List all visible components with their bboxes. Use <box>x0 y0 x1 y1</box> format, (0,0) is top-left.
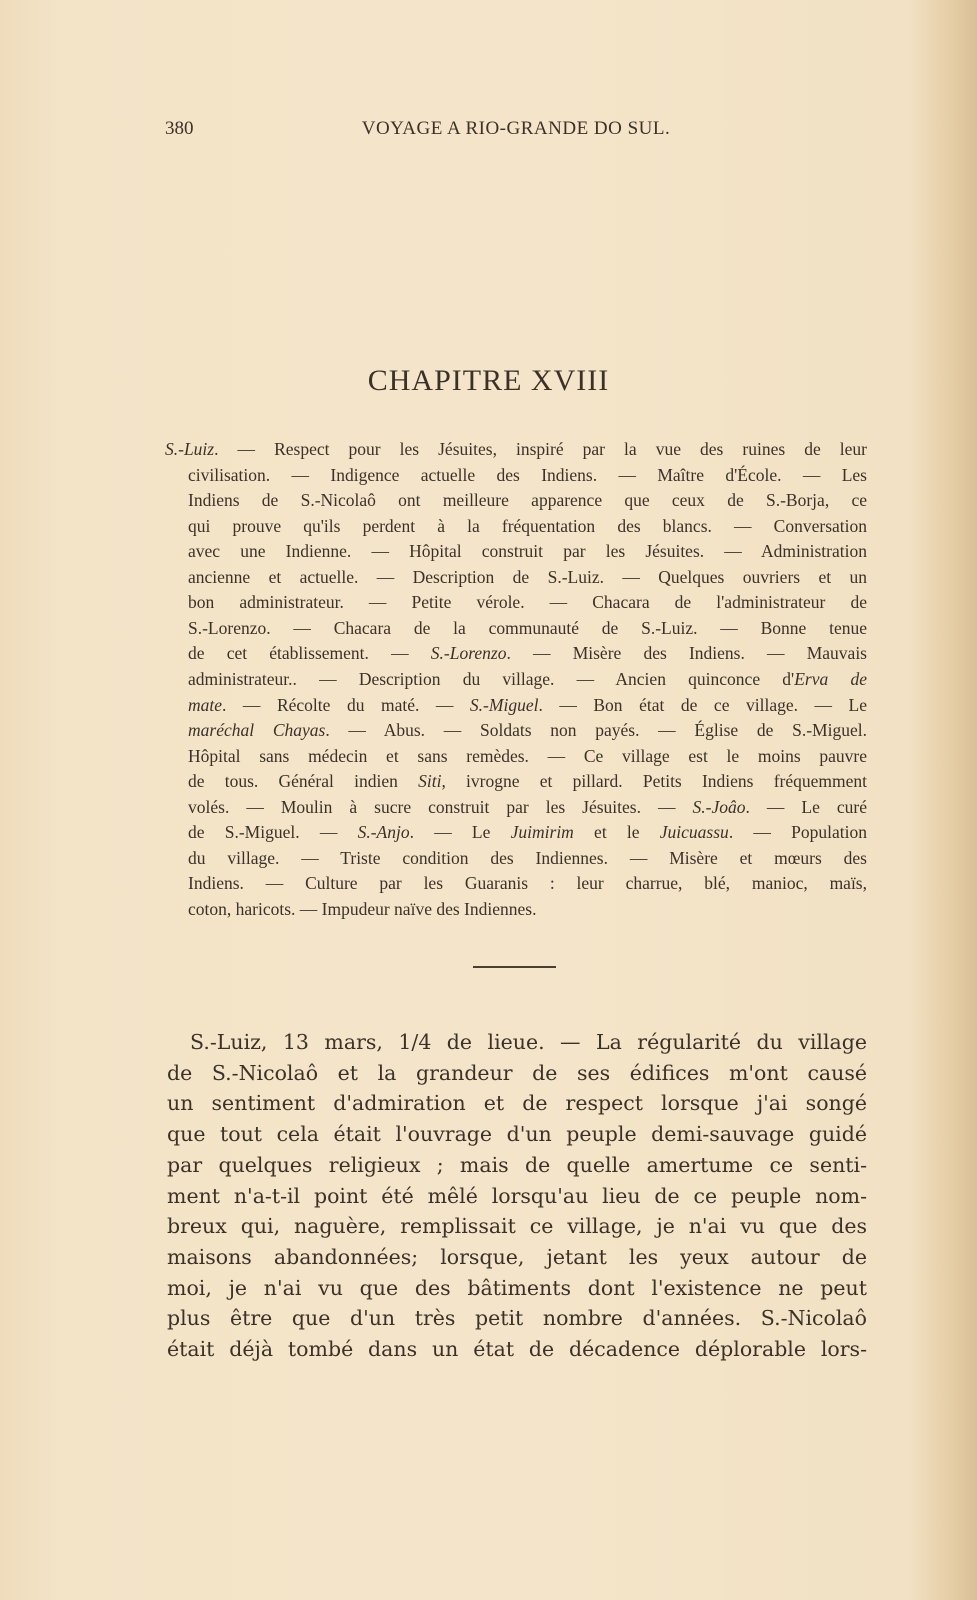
text-segment: . — Abus. — Soldats non payés. — Église de S.-Miguel. <box>325 720 867 741</box>
summary-line <box>188 590 867 614</box>
summary-line <box>188 539 867 563</box>
body-line <box>190 1027 867 1057</box>
summary-line <box>188 846 867 870</box>
summary-line <box>188 693 867 717</box>
summary-line <box>188 871 867 895</box>
body-line <box>167 1058 867 1088</box>
text-segment: par quelques religieux ; mais de quelle amertume ce senti- <box>167 1152 867 1177</box>
italic-text: S.-Lorenzo <box>430 643 507 664</box>
section-divider <box>473 966 556 968</box>
summary-line <box>188 616 867 640</box>
italic-text: S.-Miguel <box>469 694 539 715</box>
text-segment: et le <box>573 822 660 843</box>
text-segment: S.-Lorenzo. — Chacara de la communauté de S.-Luiz. — Bonne tenue <box>188 617 867 638</box>
italic-text: Juicuassu <box>659 822 729 843</box>
summary-line <box>188 488 867 512</box>
text-segment: civilisation. — Indigence actuelle des Indiens. — Maître d'École. — Les <box>188 464 867 485</box>
summary-line <box>165 437 867 461</box>
text-segment: un sentiment d'admiration et de respect lorsque j'ai songé <box>167 1091 867 1116</box>
text-segment: volés. — Moulin à sucre construit par les Jésuites. — <box>188 796 693 817</box>
text-segment: qui prouve qu'ils perdent à la fréquentation des blancs. — Conversation <box>188 515 867 536</box>
italic-text: Siti <box>418 771 442 792</box>
text-segment: maisons abandonnées; lorsque, jetant les yeux autour de <box>167 1244 867 1269</box>
text-segment: ment n'a-t-il point été mêlé lorsqu'au lieu de ce peuple nom- <box>167 1183 867 1208</box>
italic-text: Juimirim <box>510 822 574 843</box>
italic-text: Erva de <box>794 668 867 689</box>
text-segment: moi, je n'ai vu que des bâtiments dont l'existence ne peut <box>167 1275 867 1300</box>
body-line <box>167 1303 867 1333</box>
text-segment: plus être que d'un très petit nombre d'années. S.-Nicolaô <box>167 1306 867 1331</box>
text-segment: . — Misère des Indiens. — Mauvais <box>506 643 867 664</box>
text-segment: bon administrateur. — Petite vérole. — Chacara de l'administrateur de <box>188 592 867 613</box>
italic-text: maréchal Chayas <box>188 720 326 741</box>
running-title: VOYAGE A RIO-GRANDE DO SUL. <box>361 118 671 139</box>
summary-line <box>188 641 867 665</box>
page-number: 380 <box>165 118 194 139</box>
italic-text: S.-Luiz <box>165 439 215 459</box>
text-segment: ancienne et actuelle. — Description de S.-Luiz. — Quelques ouvriers et un <box>188 566 867 587</box>
text-segment: , ivrogne et pillard. Petits Indiens fréquemment <box>441 771 868 792</box>
text-segment: S.-Luiz, 13 mars, 1/4 de lieue. — La régularité du village <box>190 1030 867 1054</box>
text-segment: . — Bon état de ce village. — Le <box>538 694 867 715</box>
text-segment: que tout cela était l'ouvrage d'un peuple demi-sauvage guidé <box>167 1122 867 1147</box>
summary-line <box>188 514 867 538</box>
summary-line <box>188 463 867 487</box>
italic-text: S.-Joâo <box>692 796 746 817</box>
summary-line <box>188 769 867 793</box>
text-segment: . — Population <box>728 822 867 843</box>
text-segment: . — Récolte du maté. — <box>222 694 470 715</box>
text-segment: administrateur.. — Description du village. — Ancien quinconce d' <box>188 668 795 689</box>
text-segment: . — Respect pour les Jésuites, inspiré par la vue des ruines de leur <box>214 439 867 459</box>
summary-line <box>188 795 867 819</box>
body-line <box>167 1334 867 1364</box>
text-segment: Hôpital sans médecin et sans remèdes. — Ce village est le moins pauvre <box>188 745 867 766</box>
text-segment: coton, haricots. — Impudeur naïve des Indiennes. <box>188 898 537 919</box>
italic-text: mate <box>188 694 223 715</box>
text-segment: de cet établissement. — <box>188 643 431 664</box>
summary-line <box>188 820 867 844</box>
text-segment: . — Le curé <box>745 796 867 817</box>
text-segment: de S.-Miguel. — <box>188 822 358 843</box>
body-line <box>167 1088 867 1118</box>
summary-line <box>188 565 867 589</box>
text-segment: breux qui, naguère, remplissait ce village, je n'ai vu que des <box>167 1214 867 1239</box>
text-segment: de tous. Général indien <box>188 771 419 792</box>
text-segment: de S.-Nicolaô et la grandeur de ses édifices m'ont causé <box>167 1060 867 1085</box>
text-segment: était déjà tombé dans un état de décadence déplorable lors- <box>167 1337 867 1361</box>
summary-line <box>188 897 867 921</box>
text-segment: Indiens de S.-Nicolaô ont meilleure apparence que ceux de S.-Borja, ce <box>188 490 867 511</box>
text-segment: avec une Indienne. — Hôpital construit par les Jésuites. — Administration <box>188 541 867 562</box>
summary-line <box>188 718 867 742</box>
body-line <box>167 1242 867 1272</box>
body-line <box>167 1273 867 1303</box>
body-line <box>167 1181 867 1211</box>
summary-line <box>188 744 867 768</box>
italic-text: S.-Anjo <box>357 822 410 843</box>
text-segment: Indiens. — Culture par les Guaranis : leur charrue, blé, manioc, maïs, <box>188 873 867 894</box>
text-segment: . — Le <box>409 822 511 843</box>
text-segment: du village. — Triste condition des Indiennes. — Misère et mœurs des <box>188 847 867 868</box>
page-header <box>165 118 867 144</box>
body-line <box>167 1150 867 1180</box>
body-line <box>167 1211 867 1241</box>
summary-line <box>188 667 867 691</box>
chapter-title: CHAPITRE XVIII <box>367 364 610 397</box>
body-line <box>167 1119 867 1149</box>
